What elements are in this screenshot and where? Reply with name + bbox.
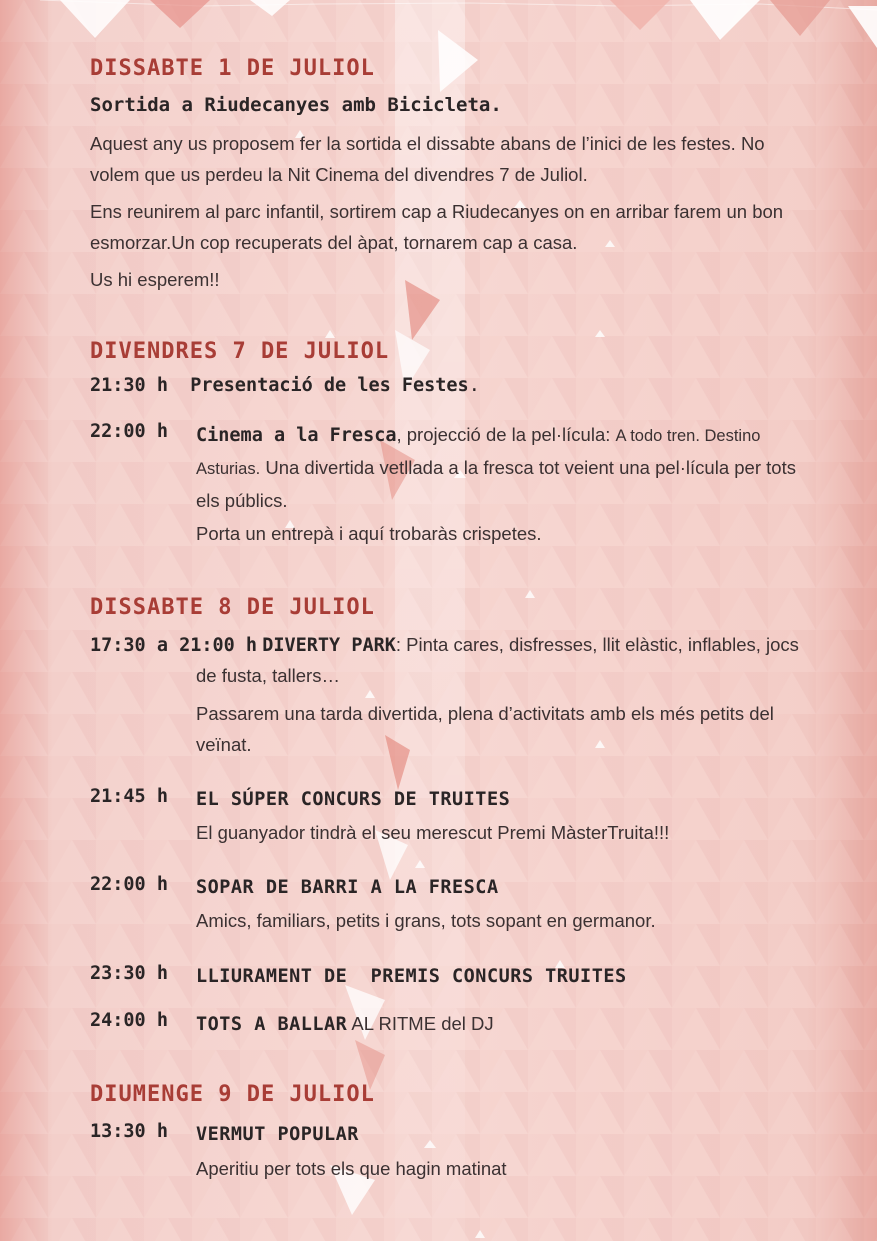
heading-dissabte-8: DISSABTE 8 DE JULIOL [90, 595, 375, 620]
event-title: Cinema a la Fresca [196, 425, 397, 446]
event-time: 13:30 h [90, 1121, 168, 1142]
event-description-2: de fusta, tallers… [196, 665, 340, 686]
event-time: 22:00 h [90, 874, 168, 895]
film-title: A todo tren. Destino Asturias. [196, 427, 761, 478]
event-time: 24:00 h [90, 1010, 168, 1031]
sortida-paragraph-3: Us hi esperem!! [90, 269, 220, 290]
sortida-paragraph-1: Aquest any us proposem fer la sortida el dissabte abans de l’inici de les festes. No volem que us perdeu la Nit Cinema del divendres 7 de Juliol. [90, 133, 765, 185]
event-time: 21:45 h [90, 786, 168, 807]
event-time: 23:30 h [90, 963, 168, 984]
sortida-paragraph-2: Ens reunirem al parc infantil, sortirem cap a Riudecanyes on en arribar farem un bon esmorzar.Un cop recuperats del àpat, tornarem cap a casa. [90, 201, 784, 253]
event-note: Porta un entrepà i aquí trobaràs crispetes. [196, 523, 542, 544]
event-title: DIVERTY PARK [262, 635, 396, 656]
event-time: 22:00 h [90, 421, 168, 442]
event-title: SOPAR DE BARRI A LA FRESCA [196, 877, 499, 898]
heading-dissabte-1: DISSABTE 1 DE JULIOL [90, 56, 375, 81]
event-time: 17:30 a 21:00 h [90, 635, 258, 656]
event-note: El guanyador tindrà el seu merescut Premi MàsterTruita!!! [196, 822, 670, 843]
event-note: Amics, familiars, petits i grans, tots sopant en germanor. [196, 910, 656, 931]
event-note: Aperitiu per tots els que hagin matinat [196, 1158, 507, 1179]
event-title: LLIURAMENT DE PREMIS CONCURS TRUITES [196, 966, 627, 987]
event-description: : Pinta cares, disfresses, llit elàstic, inflables, jocs [395, 634, 799, 655]
heading-divendres-7: DIVENDRES 7 DE JULIOL [90, 339, 390, 364]
event-note: Passarem una tarda divertida, plena d’activitats amb els més petits del veïnat. [196, 703, 774, 755]
event-time: 21:30 h Presentació de les Festes. [90, 375, 480, 396]
event-title: TOTS A BALLAR [196, 1014, 348, 1035]
event-title: VERMUT POPULAR [196, 1124, 359, 1145]
heading-diumenge-9: DIUMENGE 9 DE JULIOL [90, 1082, 375, 1107]
sortida-title: Sortida a Riudecanyes amb Bicicleta. [90, 94, 502, 116]
event-description: Cinema a la Fresca, projecció de la pel·lícula: A todo tren. Destino Asturias. Una divertida vetllada a la fresca tot veient una pel·lícula per tots els públics. [196, 424, 796, 511]
event-title: EL SÚPER CONCURS DE TRUITES [196, 789, 511, 810]
event-description: TOTS A BALLAR AL RITME del DJ [196, 1013, 494, 1035]
